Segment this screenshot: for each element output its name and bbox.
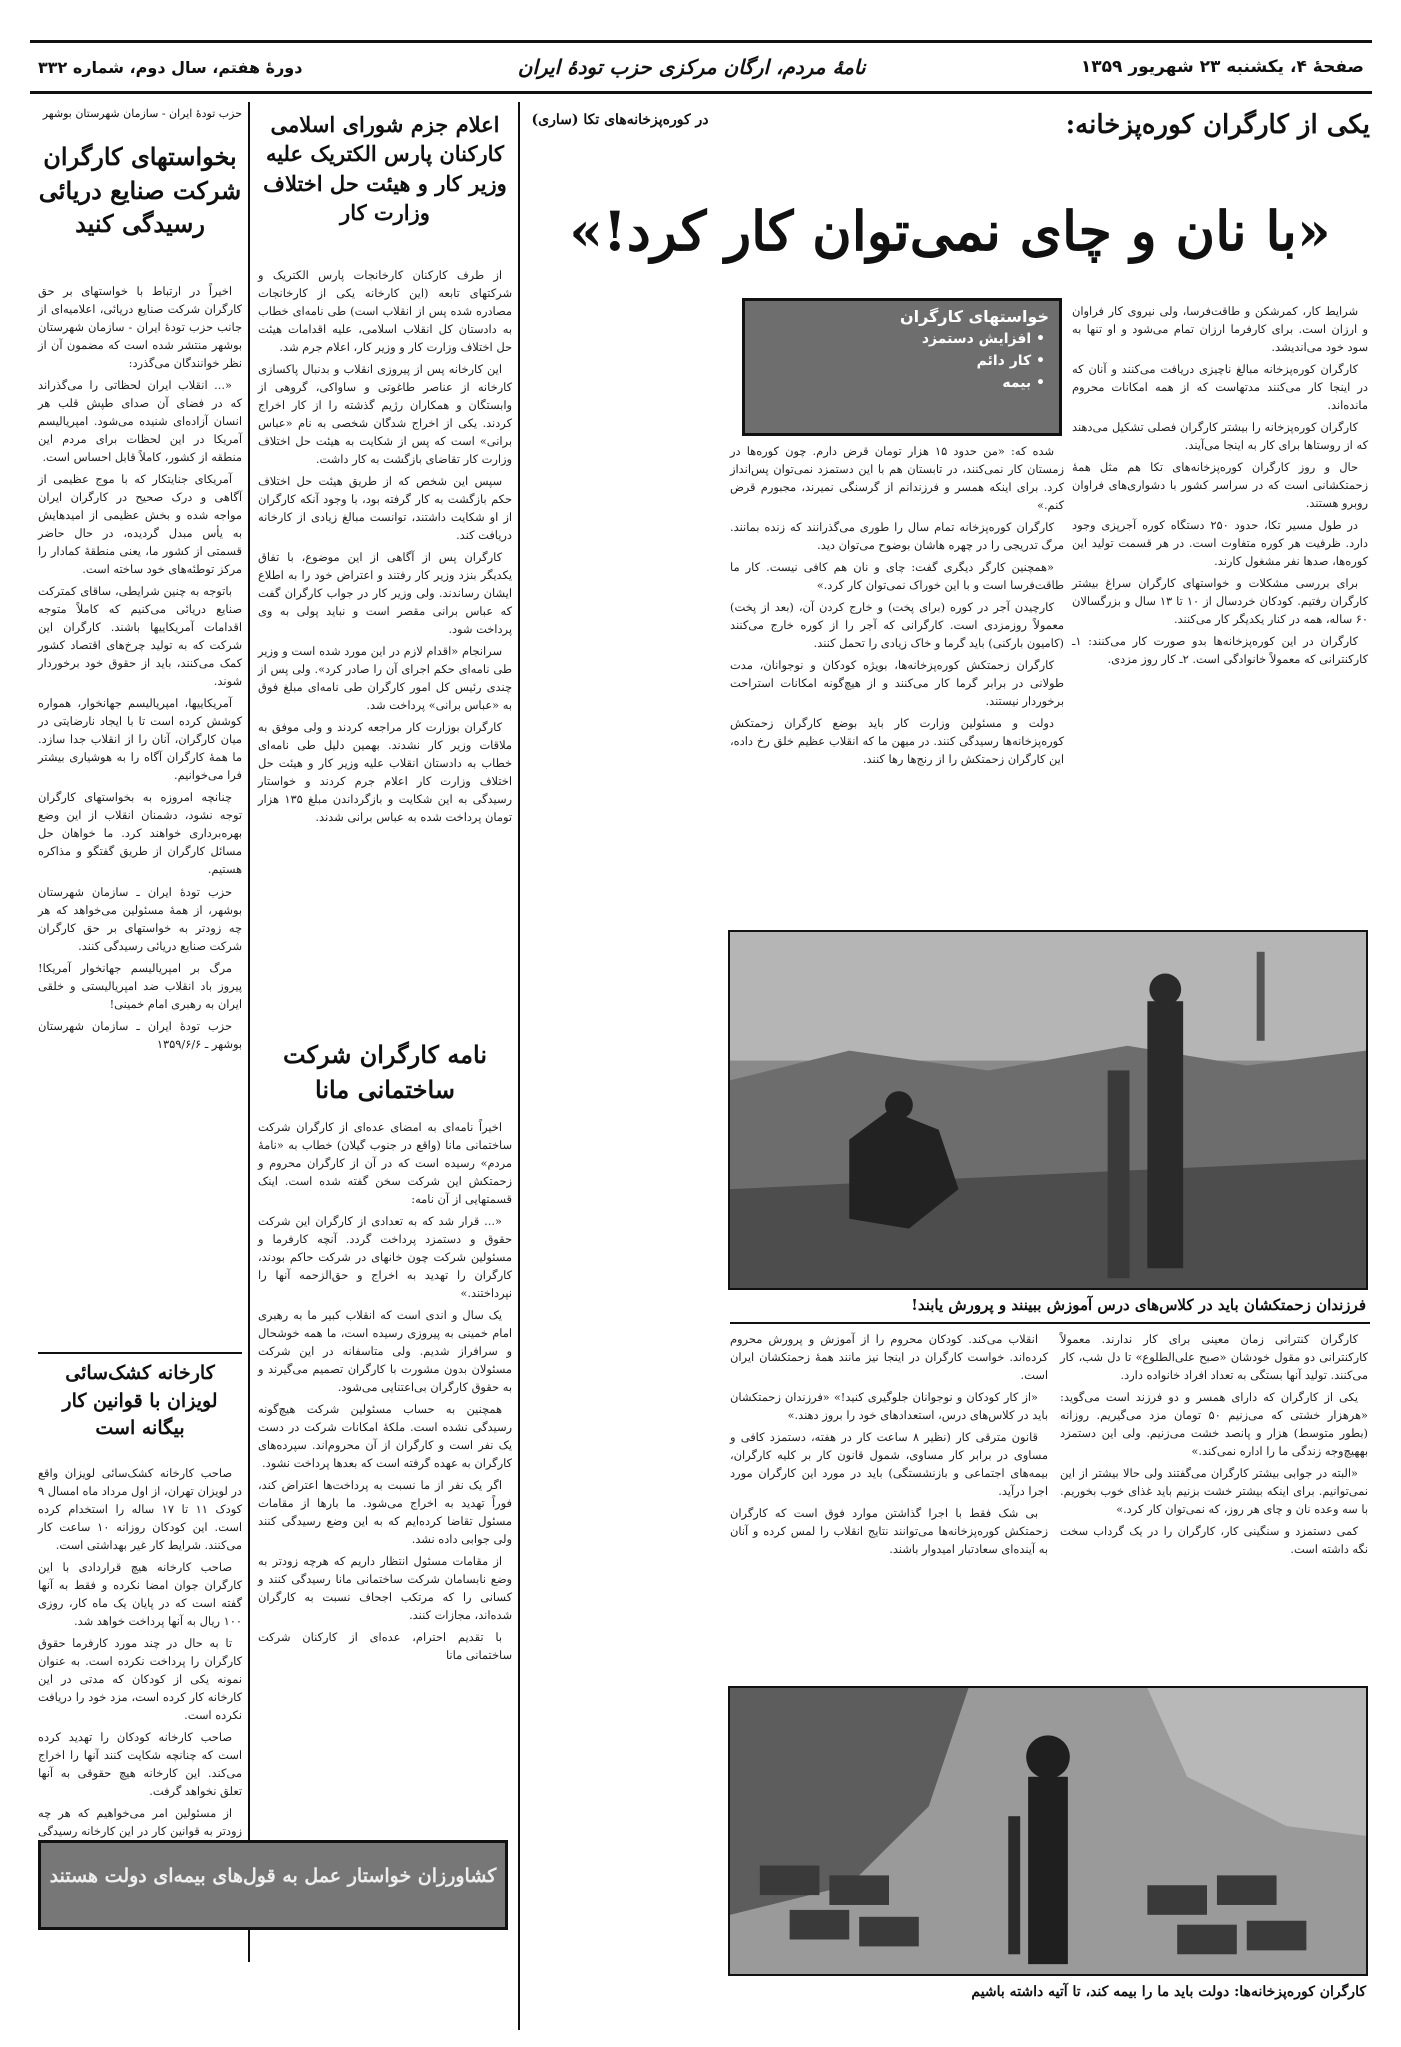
newspaper-page	[30, 40, 1372, 2030]
demands-box-title: خواستهای کارگران	[899, 307, 1049, 326]
headline-main: «با نان و چای نمی‌توان کار کرد!»	[569, 199, 1331, 263]
bottom-banner: کشاورزان خواستار عمل به قول‌های بیمه‌ای دولت هستند	[38, 1840, 508, 1930]
section-rule	[730, 1322, 1370, 1324]
headline-mana-workers: نامه کارگران شرکت ساختمانی مانا	[282, 1040, 488, 1104]
kicker: یکی از کارگران کوره‌پزخانه:	[1065, 110, 1370, 140]
column-divider	[518, 102, 520, 2030]
article-body-left: شده که: «من حدود ۱۵ هزار تومان قرض دارم. چون کوره‌ها در زمستان کار نمی‌کنند، در تابستان هم با این دستمزد نمی‌توان پس‌انداز کرد. برای اینکه همسر و فرزندانم از گرسنگی نمیرند، مجبورم قرض کنم.» کارگران کوره‌پزخانه تمام سال را طوری می‌گذرانند که زنده بمانند. مرگ تدریجی را در چهره هاشان بوضوح می‌توان دید. «همچنین کارگر دیگری گفت: چای و نان هم کافی نیست. کار ما طاقت‌فرسا است و با این خوراک نمی‌توان کار کرد.» کارچیدن آجر در کوره (برای پخت) و خارج کردن آن، (بعد از پخت) معمولاً روزمزدی است. کارگرانی که آجر را از کوره خارج می‌کنند (کامیون بارکنی) باید گرما و خاک زیادی را تحمل کنند. کارگران زحمتکش کوره‌پزخانه‌ها، بویژه کودکان و نوجوانان، مدت طولانی در برابر گرما کار می‌کنند و از هیچ‌گونه امکانات استراحت برخوردار نیستند. دولت و مسئولین وزارت کار باید بوضع کارگران زحمتکش کوره‌پزخانه‌ها رسیدگی کنند. در میهن ما که انقلاب عظیم خلق رخ داده، این کارگران زحمتکش را از رنج‌ها رها کنند.	[730, 444, 1064, 767]
issue-date: صفحهٔ ۴، یکشنبه ۲۳ شهریور ۱۳۵۹	[1080, 57, 1364, 77]
demands-box	[742, 298, 1062, 436]
headline-pars-electric: اعلام جزم شورای اسلامی کارکنان پارس الکتریک علیه وزیر کار و هیئت حل اختلاف وزارت کار	[263, 112, 507, 226]
paper-name: نامهٔ مردم، ارگان مرکزی حزب تودهٔ ایران	[517, 55, 866, 79]
article-mana-workers: اخیراً نامه‌ای به امضای عده‌ای از کارگران شرکت ساختمانی مانا (واقع در جنوب گیلان) خطاب به «نامهٔ مردم» رسیده است که در آن از کارگران محروم و زحمتکش این شرکت سخن گفته شده است. اینک قسمتهایی از آن نامه: «... قرار شد که به تعدادی از کارگران این شرکت حقوق و دستمزد پرداخت گردد. آنچه کارفرما و مسئولین شرکت چون خانهای در شرکت حاکم بودند، کارگران را تهدید به اخراج و حق‌الزحمه آنها را نپرداختند.» یک سال و اندی است که انقلاب کبیر ما به رهبری امام خمینی به پیروزی رسیده است، ما همه خوشحال و سرافراز شدیم. ولی متاسفانه در این شرکت مسئولان بدون مشورت با کارگران تصمیم می‌گیرند و به حقوق کارگران بی‌اعتنایی می‌شود. همچنین به حساب مسئولین شرکت هیچ‌گونه رسیدگی نشده است. ملکهٔ امکانات شرکت در دست یک نفر است و کارگران از آن محروم‌اند. سپرده‌های کارگران به عهده گرفته است که بعدها پرداخت نشود. اگر یک نفر از ما نسبت به پرداخت‌ها اعتراض کند، فوراً تهدید به اخراج می‌شود. ما بارها از مقامات مسئول تقاضا کرده‌ایم که به این وضع رسیدگی کنند ولی جوابی داده نشد. از مقامات مسئول انتظار داریم که هرچه زودتر به وضع نابسامان شرکت ساختمانی مانا رسیدگی کنند و کسانی را که مرتکب اجحاف نسبت به کارگران شده‌اند، مجازات کنند. با تقدیم احترام، عده‌ای از کارکنان شرکت ساختمانی مانا	[258, 1120, 512, 1663]
headline-marine-industries: بخواستهای کارگران شرکت صنایع دریائی رسیدگی کنید	[38, 142, 242, 239]
photo1-caption: فرزندان زحمتکشان باید در کلاس‌های درس آموزش ببینند و پرورش یابند!	[911, 1296, 1366, 1314]
subkicker: در کوره‌پزخانه‌های تکا (ساری)	[531, 112, 709, 128]
masthead	[30, 40, 1372, 94]
headline-lavizan-factory: کارخانه کشک‌سائی لویزان با قوانین کار بیگانه است	[62, 1362, 218, 1440]
org-tag: حزب تودهٔ ایران - سازمان شهرستان بوشهر	[42, 107, 242, 120]
photo-kiln-workers	[728, 1686, 1368, 1976]
column-divider	[248, 102, 250, 1962]
demand-item: • بیمه	[1002, 375, 1045, 391]
photo-children-brick-kiln	[728, 930, 1368, 1290]
article-marine-industries: اخیراً در ارتباط با خواستهای بر حق کارگران شرکت صنایع دریائی، اعلامیه‌ای از جانب حزب تودهٔ ایران - سازمان شهرستان بوشهر منتشر شده است که مضمون آن از نظر خوانندگان می‌گذرد: «... انقلاب ایران لحظاتی را می‌گذراند که در فضای آن صدای طپش قلب هر انسان آزاده‌ای شنیده می‌شود. امپریالیسم آمریکا در این لحظات برای مردم این منطقه از کشور، کاملاً قابل احساس است. آمریکای جنایتکار که با موج عظیمی از آگاهی و درک صحیح در کارگران ایران مواجه شده و بخش عظیمی از امیدهایش به یأس مبدل گردیده، در حال حاضر قسمتی از کشور ما، یعنی منطقهٔ کمادار را مرکز توطئه‌های خود ساخته است. باتوجه به چنین شرایطی، ساقای کمترکت صنایع دریائی می‌کنیم که کاملاً متوجه اقدامات آمریکاییها باشند. کارگران این شرکت که به تولید چرخ‌های اقتصاد کشور کمک می‌کنند، باید از حقوق خود برخوردار شوند. آمریکاییها، امپریالیسم جهانخوار، همواره کوشش کرده است تا با ایجاد نارضایتی در میان کارگران، آنان را از انقلاب جدا سازد. ما همهٔ کارگران آگاه را به هوشیاری بیشتر فرا می‌خوانیم. چنانچه امروزه به بخواستهای کارگران توجه نشود، دشمنان انقلاب از این وضع بهره‌برداری خواهند کرد. ما خواهان حل مسائل کارگران از طریق گفتگو و مذاکره هستیم. حزب تودهٔ ایران ـ سازمان شهرستان بوشهر، از همهٔ مسئولین می‌خواهد که هر چه زودتر به خواستهای بر حق کارگران شرکت صنایع دریائی رسیدگی کنند. مرگ بر امپریالیسم جهانخوار آمریکا! پیروز باد انقلاب ضد امپریالیستی و خلقی ایران به رهبری امام خمینی! حزب تودهٔ ایران ـ سازمان شهرستان بوشهر ـ ۱۳۵۹/۶/۶	[38, 284, 242, 1051]
article-lavizan-factory: صاحب کارخانه کشک‌سائی لویزان واقع در لویزان تهران، از اول مرداد ماه امسال ۹ کودک ۱۱ تا ۱۷ ساله را استخدام کرده است. این کودکان روزانه ۱۰ ساعت کار می‌کنند. شرایط کار غیر بهداشتی است. صاحب کارخانه هیچ قراردادی با این کارگران جوان امضا نکرده و فقط به آنها گفته است که در پایان یک ماه کار، روزی ۱۰۰ ریال به آنها پرداخت خواهد شد. تا به حال در چند مورد کارفرما حقوق کارگران را پرداخت نکرده است. به عنوان نمونه یکی از کودکان که مدتی در این کارخانه کار کرده است، مزد خود را دریافت نکرده است. صاحب کارخانه کودکان را تهدید کرده است که چنانچه شکایت کنند آنها را اخراج می‌کند. این کارخانه هیچ حقوقی به آنها تعلق نخواهد گرفت. از مسئولین امر می‌خواهیم که هر چه زودتر به قوانین کار در این کارخانه رسیدگی	[38, 1466, 243, 1839]
section-rule	[38, 1352, 242, 1354]
article-pars-electric: از طرف کارکنان کارخانجات پارس الکتریک و شرکتهای تابعه (این کارخانه یکی از کارخانجات مصادره شده پس از انقلاب است) طی نامه‌ای خطاب به دادستان کل انقلاب اسلامی، علیه اقدامات هیئت حل اختلاف وزارت کار و وزیر کار، اعلام جرم شد. این کارخانه پس از پیروزی انقلاب و بدنبال پاکسازی کارخانه از عناصر طاغوتی و ساواکی، گروهی از وابستگان و همکاران رژیم گذشته را از کار اخراج کردند. یکی از اخراج شدگان شخصی به نام «عباس برانی» است که پس از شکایت به هیئت حل اختلاف وزارت کار تقاضای بازگشت به کار داشت. سپس این شخص که از طریق هیئت حل اختلاف حکم بازگشت به کار گرفته بود، با وجود آنکه کارگران از او شکایت داشتند، توانست مبالغ زیادی از کارخانه دریافت کند. کارگران پس از آگاهی از این موضوع، با تفاق یکدیگر بنزد وزیر کار رفتند و اعتراض خود را به اطلاع ایشان رساندند. ولی وزیر کار در جواب کارگران گفت که عباس برانی مقصر است و نباید پولی به وی پرداخت شود. سرانجام «اقدام لازم در این مورد شده است و وزیر طی نامه‌ای حکم اجرای آن را صادر کرد». ولی پس از چندی رئیس کل امور کارگران طی نامه‌ای مبلغ فوق به «عباس برانی» پرداخت شد. کارگران بوزارت کار مراجعه کردند و ولی موفق به ملاقات وزیر کار نشدند. بهمین دلیل طی نامه‌ای خطاب به دادستان انقلاب علیه وزیر کار و هیئت حل اختلاف وزارت کار اعلام جرم کردند و خواستار رسیدگی به این شکایت و بازگرداندن مبلغ ۱۳۵ هزار تومان پرداخت شده به عباس برانی شدند.	[258, 268, 513, 825]
article-continued-left: انقلاب می‌کند. کودکان محروم را از آموزش و پرورش محروم کرده‌اند. خواست کارگران در اینجا نیز مانند همهٔ زحمتکشان ایران است. «از کار کودکان و نوجوانان جلوگیری کنید!» «فرزندان زحمتکشان باید در کلاس‌های درس، استعدادهای خود را بروز دهند.» قانون مترقی کار (نظیر ۸ ساعت کار در هفته، دستمزد کافی و مساوی در برابر کار مساوی، شمول قانون کار بر کلیه کارگران، بیمه‌های اجتماعی و بازنشستگی) باید در مورد این کارگران مورد اجرا درآید. بی شک فقط با اجرا گذاشتن موارد فوق است که کارگران زحمتکش کوره‌پزخانه‌ها می‌توانند نتایج انقلاب را لمس کرده و آنان به آینده‌ای سعادتبار امیدوار باشند.	[730, 1332, 1048, 1557]
article-body-right: شرایط کار، کمرشکن و طاقت‌فرسا، ولی نیروی کار فراوان و ارزان است. برای کارفرما ارزان تمام می‌شود و او تنها به سود خود می‌اندیشد. کارگران کوره‌پزخانه مبالغ ناچیزی دریافت می‌کنند و آنان که در اینجا کار می‌کنند مدتهاست که از همه امکانات محروم مانده‌اند. کارگران کوره‌پزخانه را بیشتر کارگران فصلی تشکیل می‌دهند که از روستاها برای کار به اینجا می‌آیند. حال و روز کارگران کوره‌پزخانه‌های تکا هم مثل همهٔ زحمتکشانی است که در سراسر کشور با دشواری‌های فراوان روبرو هستند. در طول مسیر تکا، حدود ۲۵۰ دستگاه کوره آجرپزی وجود دارد. ظرفیت هر کوره متفاوت است. در هر قسمت تولید این کوره‌ها، صدها نفر مشغول کارند. برای بررسی مشکلات و خواستهای کارگران سراغ بیشتر کارگران رفتیم. کودکان خردسال از ۱۰ تا ۱۳ سال و بزرگسالان ۶۰ ساله، همه در کنار یکدیگر کار می‌کنند. کارگران در این کوره‌پزخانه‌ها بدو صورت کار می‌کنند: ۱ـ کارکنترانی که معمولاً خانوادگی است. ۲ـ کار روز مزدی.	[1072, 304, 1368, 667]
demand-item: • کار دائم	[976, 353, 1045, 369]
article-continued-right: کارگران کنترانی زمان معینی برای کار ندارند. معمولاً کارکنترانی دو مقول خودشان «صبح علی‌الطلوع» تا دل شب، کار می‌کنند. تولید آنها بستگی به تعداد افراد خانواده دارد. یکی از کارگران که دارای همسر و دو فرزند است می‌گوید: «هرهزار خشتی که می‌زنیم ۵۰ تومان مزد می‌گیریم. روزانه (بطور متوسط) هزار و پانصد خشت می‌زنیم. ولی این دستمزد بههیچ‌وجه زندگی ما را اداره نمی‌کند.» «البته در جوابی بیشتر کارگران می‌گفتند ولی حالا بیشتر از این نمی‌توانیم. برای اینکه بیشتر خشت بزنیم باید غذای خوب بخوریم. با سه وعده نان و چای هر روز، که نمی‌توان کار کرد.» کمی دستمزد و سنگینی کار، کارگران را در یک گرداب سخت نگه داشته است.	[1060, 1332, 1368, 1557]
photo2-caption: کارگران کوره‌پزخانه‌ها: دولت باید ما را بیمه کند، تا آتیه داشته باشیم	[971, 1984, 1366, 2000]
demand-item: • افزایش دستمزد	[921, 331, 1045, 347]
edition-number: دورهٔ هفتم، سال دوم، شماره ۳۳۲	[38, 57, 303, 77]
